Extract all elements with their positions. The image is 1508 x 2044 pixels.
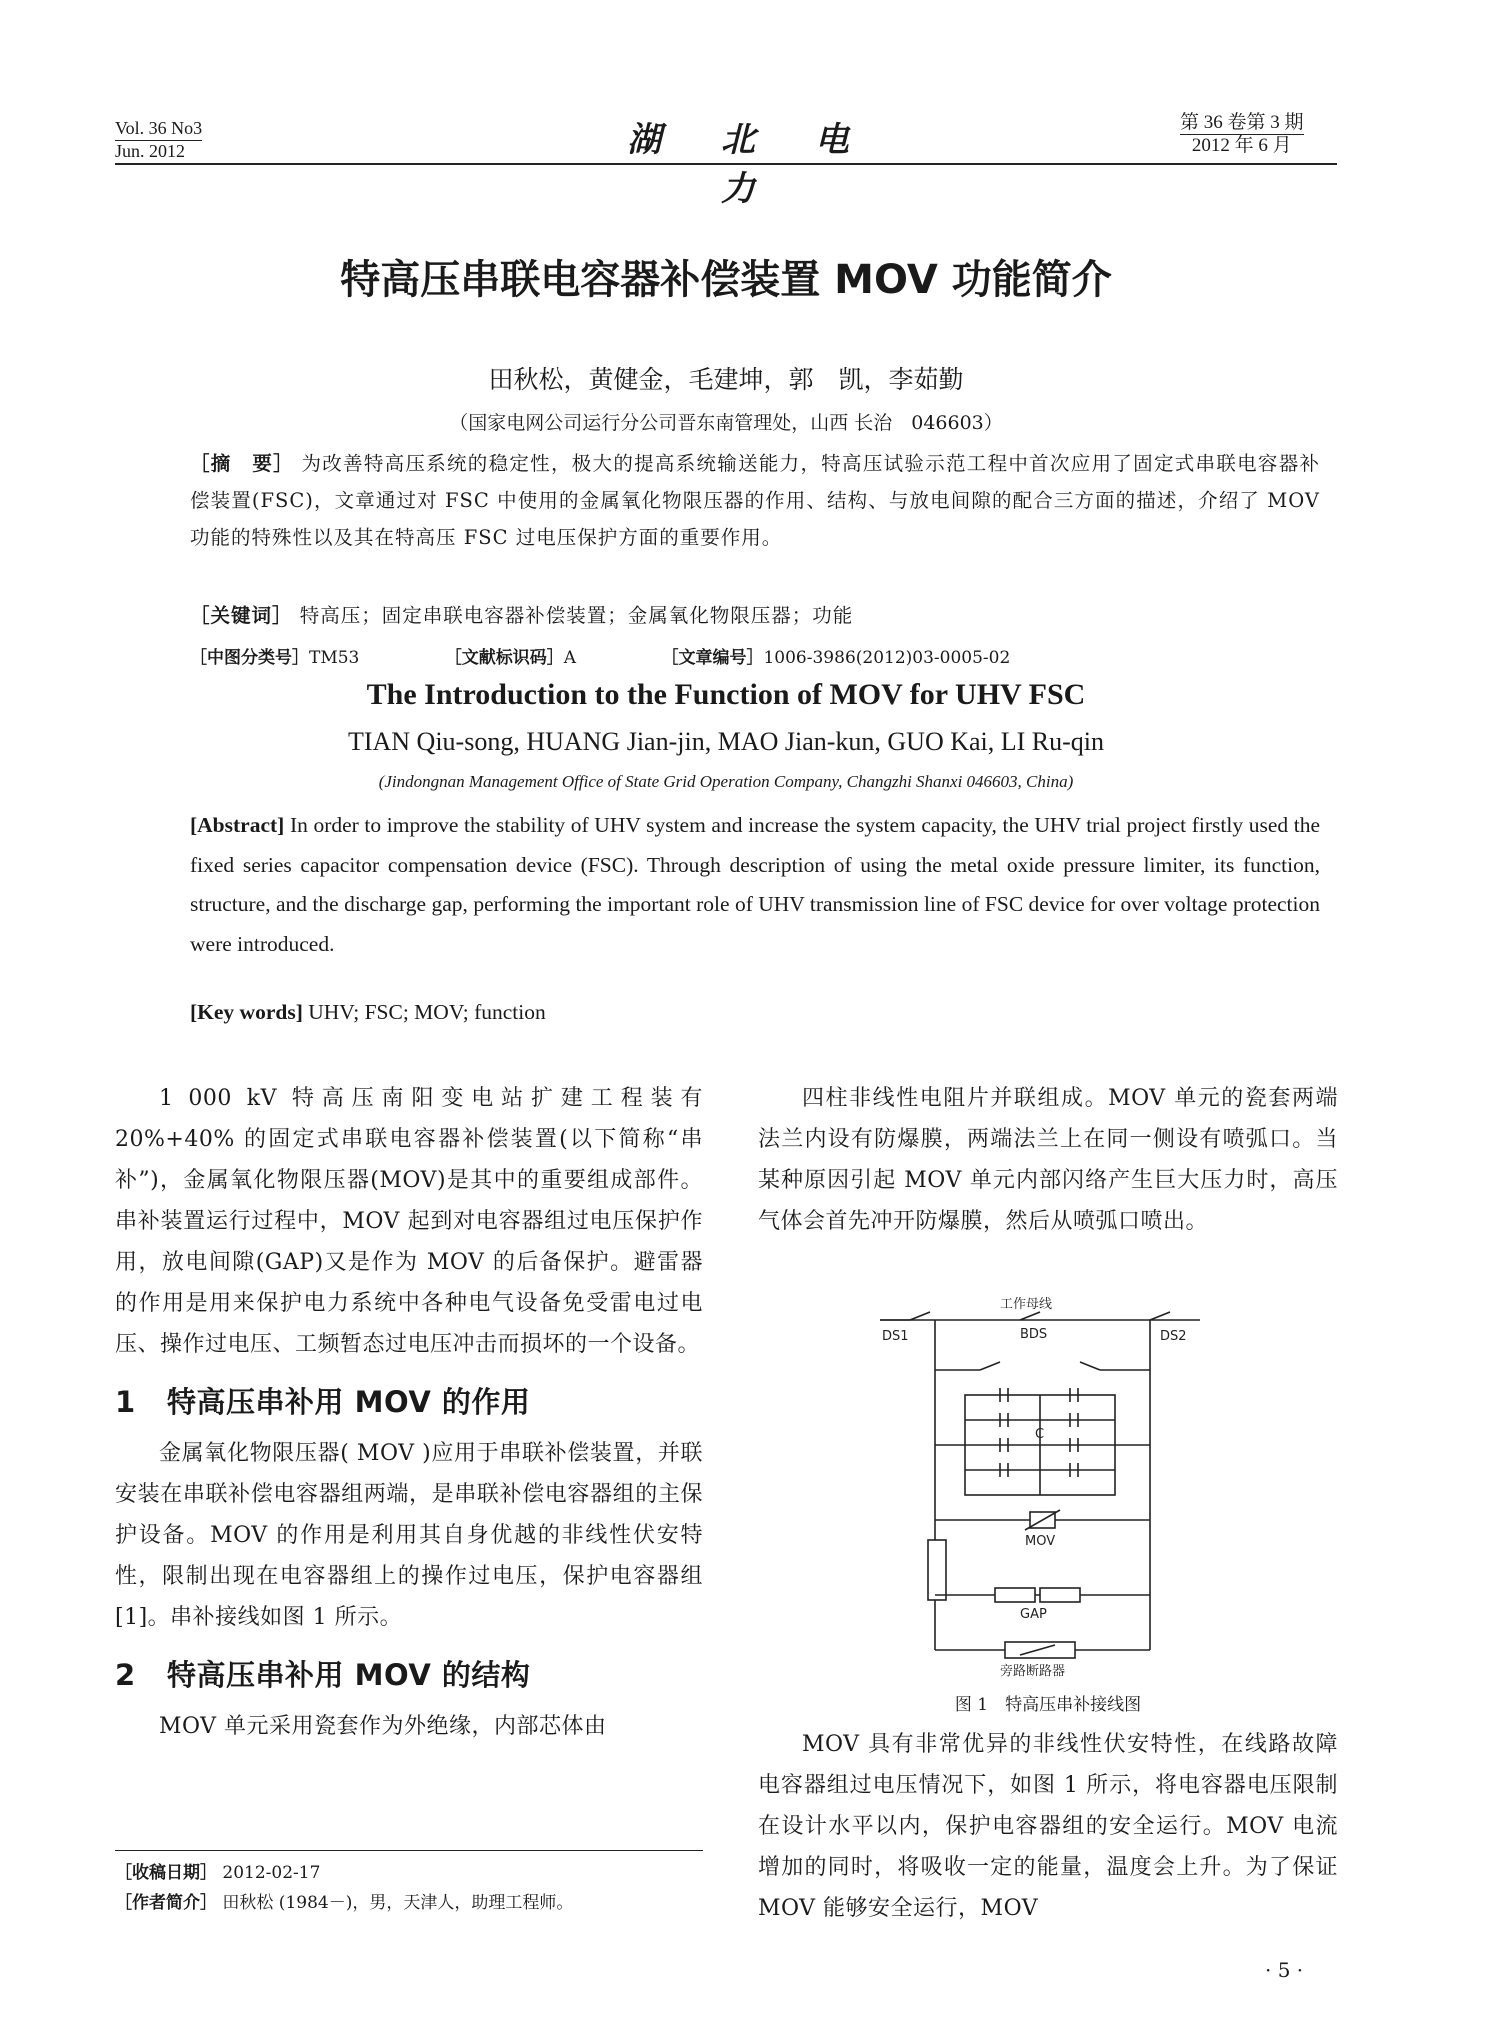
affiliation: （国家电网公司运行分公司晋东南管理处，山西 长治 046603） (449, 412, 1003, 434)
paper-title: 特高压串联电容器补偿装置 MOV 功能简介 (340, 257, 1112, 303)
wiring-diagram (870, 1290, 1210, 1680)
volume-en: Vol. 36 No3 (115, 118, 202, 141)
date-cn: 2012 年 6 月 (1191, 135, 1292, 156)
volume-cn: 第 36 卷第 3 期 (1180, 112, 1304, 133)
received-label: ［收稿日期］ (115, 1863, 217, 1883)
gap-right (1040, 1588, 1080, 1602)
abstract-cn-label: ［摘 要］ (190, 452, 294, 475)
keywords-en-label: [Key words] (190, 1000, 303, 1024)
right-column (758, 1078, 1338, 1242)
clc-label: ［中图分类号］ (190, 648, 309, 668)
section-1-heading (115, 1377, 703, 1427)
keywords-cn-label: ［关键词］ (190, 604, 293, 627)
footnote-received (115, 1858, 320, 1883)
section-2-number: 2 (115, 1658, 136, 1692)
doc-code-label: ［文献标识码］ (444, 648, 564, 668)
clc-value: TM53 (309, 648, 360, 668)
right-paragraph-1: 四柱非线性电阻片并联组成。MOV 单元的瓷套两端法兰内设有防爆膜，两端法兰上在同一侧设有喷弧口。当某种原因引起 MOV 单元内部闪络产生巨大压力时，高压气体会首先冲开防爆膜，然后从喷弧口喷出。 (758, 1086, 1338, 1234)
english-affiliation: (Jindongnan Management Office of State Grid Operation Company, Changzhi Shanxi 046603, China) (378, 772, 1074, 791)
section-1-title: 特高压串补用 MOV 的作用 (167, 1385, 531, 1419)
author-bio-label: ［作者简介］ (115, 1893, 217, 1913)
footnote-rule (115, 1850, 703, 1851)
mov-label: MOV (1025, 1534, 1056, 1549)
bds-switch (1020, 1312, 1040, 1320)
section-2-heading (115, 1650, 703, 1700)
intro-paragraph: 1 000 kV 特高压南阳变电站扩建工程装有 20%+40% 的固定式串联电容器补偿装置(以下简称“串补”)，金属氧化物限压器(MOV)是其中的重要组成部件。串补装置运行过程中，MOV 起到对电容器组过电压保护作用，放电间隙(GAP)又是作为 MOV 的后备保护。避雷器的作用是用来保护电力系统中各种电气设备免受雷电过电压、操作过电压、工频暂态过电压冲击而损坏的一个设备。 (115, 1086, 703, 1357)
journal-name: 湖 北 电 力 (627, 120, 873, 209)
article-id-value: 1006-3986(2012)03-0005-02 (763, 648, 1011, 668)
abstract-en-text: In order to improve the stability of UHV system and increase the system capacity, the UHV trial project firstly used the fixed series capacitor compensation device (FSC). Through description of using the metal oxide pressure limiter, its function, structure, and the discharge gap, performing the important role of UHV transmission line of FSC device for over voltage protection were introduced. (190, 813, 1320, 956)
received-date: 2012-02-17 (222, 1863, 321, 1883)
figure-caption: 图 1 特高压串补接线图 (954, 1695, 1142, 1715)
authors: 田秋松，黄健金，毛建坤，郭 凯，李茹勤 (488, 365, 964, 394)
english-authors: TIAN Qiu-song, HUANG Jian-jin, MAO Jian-kun, GUO Kai, LI Ru-qin (347, 727, 1105, 756)
section-2-title: 特高压串补用 MOV 的结构 (167, 1658, 531, 1692)
bus-label: 工作母线 (1000, 1297, 1053, 1312)
ds2-label: DS2 (1160, 1329, 1187, 1344)
ds1-switch (910, 1312, 930, 1320)
classification-line (190, 643, 1090, 668)
header-right (1180, 112, 1304, 157)
header-left (115, 118, 202, 162)
page-number: · 5 · (1265, 1958, 1304, 1982)
capacitor-label: C (1035, 1427, 1045, 1442)
date-en: Jun. 2012 (115, 141, 186, 161)
gap-left (995, 1588, 1035, 1602)
section-2-paragraph: MOV 单元采用瓷套作为外绝缘，内部芯体由 (159, 1714, 607, 1739)
abstract-cn (190, 445, 1320, 556)
ds2-switch (1150, 1312, 1170, 1320)
abstract-cn-text: 为改善特高压系统的稳定性，极大的提高系统输送能力，特高压试验示范工程中首次应用了固定式串联电容器补偿装置(FSC)，文章通过对 FSC 中使用的金属氧化物限压器的作用、结构、与放电间隙的配合三方面的描述，介绍了 MOV 功能的特殊性以及其在特高压 FSC 过电压保护方面的重要作用。 (190, 452, 1320, 549)
header-rule (115, 163, 1337, 165)
article-id-label: ［文章编号］ (661, 648, 764, 668)
right-paragraph-2: MOV 具有非常优异的非线性伏安特性，在线路故障电容器组过电压情况下，如图 1 所示，将电容器电压限制在设计水平以内，保护电容器组的安全运行。MOV 电流增加的同时，将吸收一定的能量，温度会上升。为了保证 MOV 能够安全运行，MOV (758, 1732, 1338, 1921)
gap-label: GAP (1020, 1607, 1047, 1622)
bds-label: BDS (1020, 1327, 1048, 1342)
right-column-lower (758, 1724, 1338, 1929)
section-1-number: 1 (115, 1385, 136, 1419)
footnote-author (115, 1888, 573, 1913)
abstract-en (190, 806, 1320, 964)
section-1-paragraph: 金属氧化物限压器( MOV )应用于串联补偿装置，并联安装在串联补偿电容器组两端，是串联补偿电容器组的主保护设备。MOV 的作用是利用其自身优越的非线性伏安特性，限制出现在电容器组上的操作过电压，保护电容器组[1]。串补接线如图 1 所示。 (115, 1441, 703, 1630)
abstract-en-label: [Abstract] (190, 813, 285, 837)
damping-reactor (928, 1540, 946, 1600)
doc-code-value: A (563, 648, 577, 668)
left-column (115, 1078, 703, 1747)
keywords-cn-text: 特高压；固定串联电容器补偿装置；金属氧化物限压器；功能 (299, 604, 854, 627)
breaker-label: 旁路断路器 (1000, 1664, 1066, 1679)
keywords-en-text: UHV; FSC; MOV; function (302, 1000, 546, 1024)
english-title: The Introduction to the Function of MOV for UHV FSC (366, 678, 1086, 711)
keywords-en (190, 1000, 546, 1025)
ds1-label: DS1 (882, 1329, 909, 1344)
keywords-cn (190, 600, 853, 628)
author-bio: 田秋松 (1984－)，男，天津人，助理工程师。 (222, 1893, 574, 1913)
